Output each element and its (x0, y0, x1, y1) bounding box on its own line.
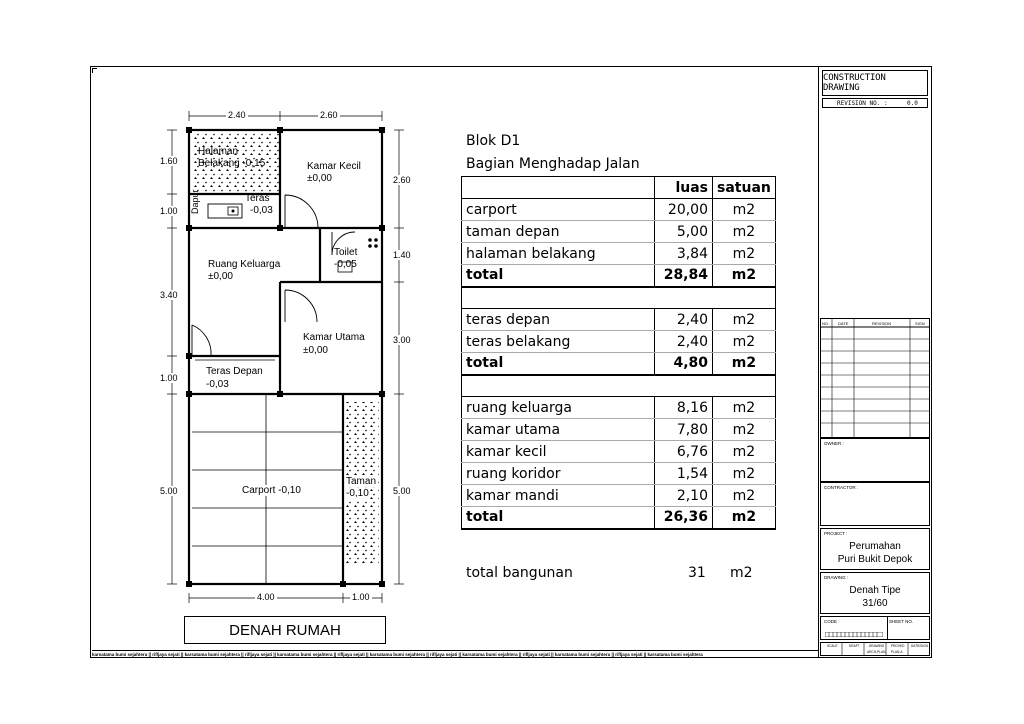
row-label: teras depan (462, 309, 655, 331)
row-unit: m2 (713, 419, 776, 441)
table-caption-blok: Blok D1 (466, 133, 521, 149)
row-value: 5,00 (655, 221, 713, 243)
dim-left-4: 1.00 (160, 373, 178, 383)
rev-col-date: DATE (838, 321, 849, 326)
table-caption-bagian: Bagian Menghadap Jalan (466, 156, 640, 172)
table-row (462, 243, 776, 265)
row-unit: m2 (713, 199, 776, 221)
table-row (462, 485, 776, 507)
footer-watermark-strip: karsatama bumi sejahtera || rifljaya sejati || karsatama bumi sejahtera || rifljaya sejati || karsatama bumi sejahtera || rifljaya sejati || karsatama bumi sejahtera || rifljaya sejati || karsatama bumi sejahtera || rifljaya sejati || karsatama bumi sejahtera || rifljaya sejati || karsatama bumi sejahtera (92, 650, 818, 658)
dim-left-3: 3.40 (160, 290, 178, 300)
total-value: 26,36 (655, 507, 713, 529)
area-table (461, 176, 776, 530)
bottom-sub-drawing: ARCH-PLAN (867, 650, 886, 654)
owner-label: OWNER : (824, 441, 844, 446)
contractor-label: CONTRACTOR : (824, 485, 859, 490)
row-label: halaman belakang (462, 243, 655, 265)
label-kamar-kecil: Kamar Kecil (307, 161, 361, 172)
dim-top-2: 2.60 (320, 110, 338, 120)
sheet-no-label: SHEET NO. (889, 619, 914, 624)
row-label: ruang keluarga (462, 397, 655, 419)
row-value: 6,76 (655, 441, 713, 463)
total-bangunan-value: 31 (688, 565, 706, 581)
header-col-luas: luas (655, 177, 713, 199)
rev-col-sign: SIGN (915, 321, 925, 326)
dim-bottom-2: 1.00 (352, 592, 370, 602)
row-label: kamar utama (462, 419, 655, 441)
table-row (462, 331, 776, 353)
project-name-line2: Puri Bukit Depok (837, 554, 913, 565)
row-label: kamar mandi (462, 485, 655, 507)
row-unit: m2 (713, 485, 776, 507)
total-unit: m2 (713, 507, 776, 529)
row-label: carport (462, 199, 655, 221)
label-kamar-kecil-level: ±0,00 (307, 173, 332, 184)
total-bangunan-label: total bangunan (466, 565, 573, 581)
row-unit: m2 (713, 221, 776, 243)
row-value: 2,10 (655, 485, 713, 507)
bottom-sub-proved: PLAN-A (891, 650, 903, 654)
label-toilet: Toilet (334, 247, 358, 258)
bottom-info-strip (820, 642, 930, 656)
project-label: PROJECT : (824, 531, 848, 536)
total-row (462, 507, 776, 529)
drawing-name-line2: 31/60 (862, 598, 888, 609)
bottom-col-drawing: DRAWING (869, 644, 885, 648)
project-box (820, 528, 930, 570)
row-value: 7,80 (655, 419, 713, 441)
total-label: total (462, 265, 655, 287)
owner-box (820, 438, 930, 482)
label-ruang-keluarga: Ruang Keluarga (208, 259, 281, 270)
title-block-header: CONSTRUCTION DRAWING (822, 70, 928, 96)
total-label: total (462, 353, 655, 375)
dim-left-2: 1.00 (160, 206, 178, 216)
dim-bottom-1: 4.00 (257, 592, 275, 602)
total-label: total (462, 507, 655, 529)
row-unit: m2 (713, 463, 776, 485)
row-unit: m2 (713, 441, 776, 463)
header-col-name (462, 177, 655, 199)
table-row (462, 221, 776, 243)
row-unit: m2 (713, 397, 776, 419)
row-label: kamar kecil (462, 441, 655, 463)
row-value: 3,84 (655, 243, 713, 265)
total-value: 28,84 (655, 265, 713, 287)
dim-right-2: 1.40 (393, 250, 411, 260)
total-bangunan-unit: m2 (730, 565, 753, 581)
spacer-row (462, 287, 776, 309)
contractor-box (820, 482, 930, 526)
drawing-box (820, 572, 930, 614)
label-teras-belakang-level: -0,03 (250, 205, 273, 216)
rev-col-revision: REVISION (872, 321, 892, 326)
revision-table (820, 318, 930, 438)
label-kamar-utama: Kamar Utama (303, 332, 365, 343)
total-value: 4,80 (655, 353, 713, 375)
table-row (462, 309, 776, 331)
label-ruang-keluarga-level: ±0,00 (208, 271, 233, 282)
code-label: CODE : (824, 619, 840, 624)
table-header-row (462, 177, 776, 199)
bottom-col-date-sign: DATE/SIGN (911, 644, 928, 648)
table-row (462, 463, 776, 485)
bottom-col-scale: SCALE (827, 644, 838, 648)
revision-no-row (822, 98, 928, 108)
bottom-col-proved: PROVED (891, 644, 905, 648)
label-halaman-belakang-2: Belakang -0,15 (198, 158, 266, 169)
row-unit: m2 (713, 309, 776, 331)
label-carport: Carport -0,10 (242, 485, 301, 496)
drawing-name-line1: Denah Tipe (849, 585, 901, 596)
code-sheet-box (820, 616, 930, 640)
dim-right-3: 3.00 (393, 335, 411, 345)
spacer-row (462, 375, 776, 397)
bottom-col-draft: DRAFT (849, 644, 860, 648)
label-toilet-level: -0,05 (334, 259, 357, 270)
table-row (462, 397, 776, 419)
dim-top-1: 2.40 (228, 110, 246, 120)
label-taman-level: -0,10 (346, 488, 369, 499)
label-kamar-utama-level: ±0,00 (303, 345, 328, 356)
row-label: teras belakang (462, 331, 655, 353)
frame-corner-mark (92, 68, 97, 73)
row-label: taman depan (462, 221, 655, 243)
dim-left-5: 5.00 (160, 486, 178, 496)
total-unit: m2 (713, 265, 776, 287)
label-taman: Taman (346, 476, 377, 487)
total-unit: m2 (713, 353, 776, 375)
label-teras-depan-level: -0,03 (206, 379, 229, 390)
table-row (462, 199, 776, 221)
total-row (462, 265, 776, 287)
code-divider (887, 617, 888, 639)
total-row (462, 353, 776, 375)
revision-no-value: 0.0 (907, 100, 918, 107)
revision-no-label: REVISION NO. : (837, 100, 888, 107)
barcode-strip (825, 632, 883, 637)
plan-title: DENAH RUMAH (184, 616, 386, 644)
table-row (462, 441, 776, 463)
dim-left-1: 1.60 (160, 156, 178, 166)
floor-plan (150, 100, 425, 615)
label-teras-belakang: Teras (245, 193, 270, 204)
header-col-satuan: satuan (713, 177, 776, 199)
table-row (462, 419, 776, 441)
dim-right-4: 5.00 (393, 486, 411, 496)
label-teras-depan: Teras Depan (206, 366, 263, 377)
rev-col-no: NO. (822, 321, 830, 326)
label-dapur: Dapur (190, 189, 200, 214)
row-value: 2,40 (655, 309, 713, 331)
drawing-label: DRAWING : (824, 575, 849, 580)
dim-right-1: 2.60 (393, 175, 411, 185)
row-unit: m2 (713, 243, 776, 265)
row-label: ruang koridor (462, 463, 655, 485)
row-value: 20,00 (655, 199, 713, 221)
row-value: 1,54 (655, 463, 713, 485)
label-halaman-belakang-1: Halaman (198, 146, 239, 157)
row-value: 2,40 (655, 331, 713, 353)
project-name-line1: Perumahan (849, 541, 901, 552)
row-unit: m2 (713, 331, 776, 353)
row-value: 8,16 (655, 397, 713, 419)
